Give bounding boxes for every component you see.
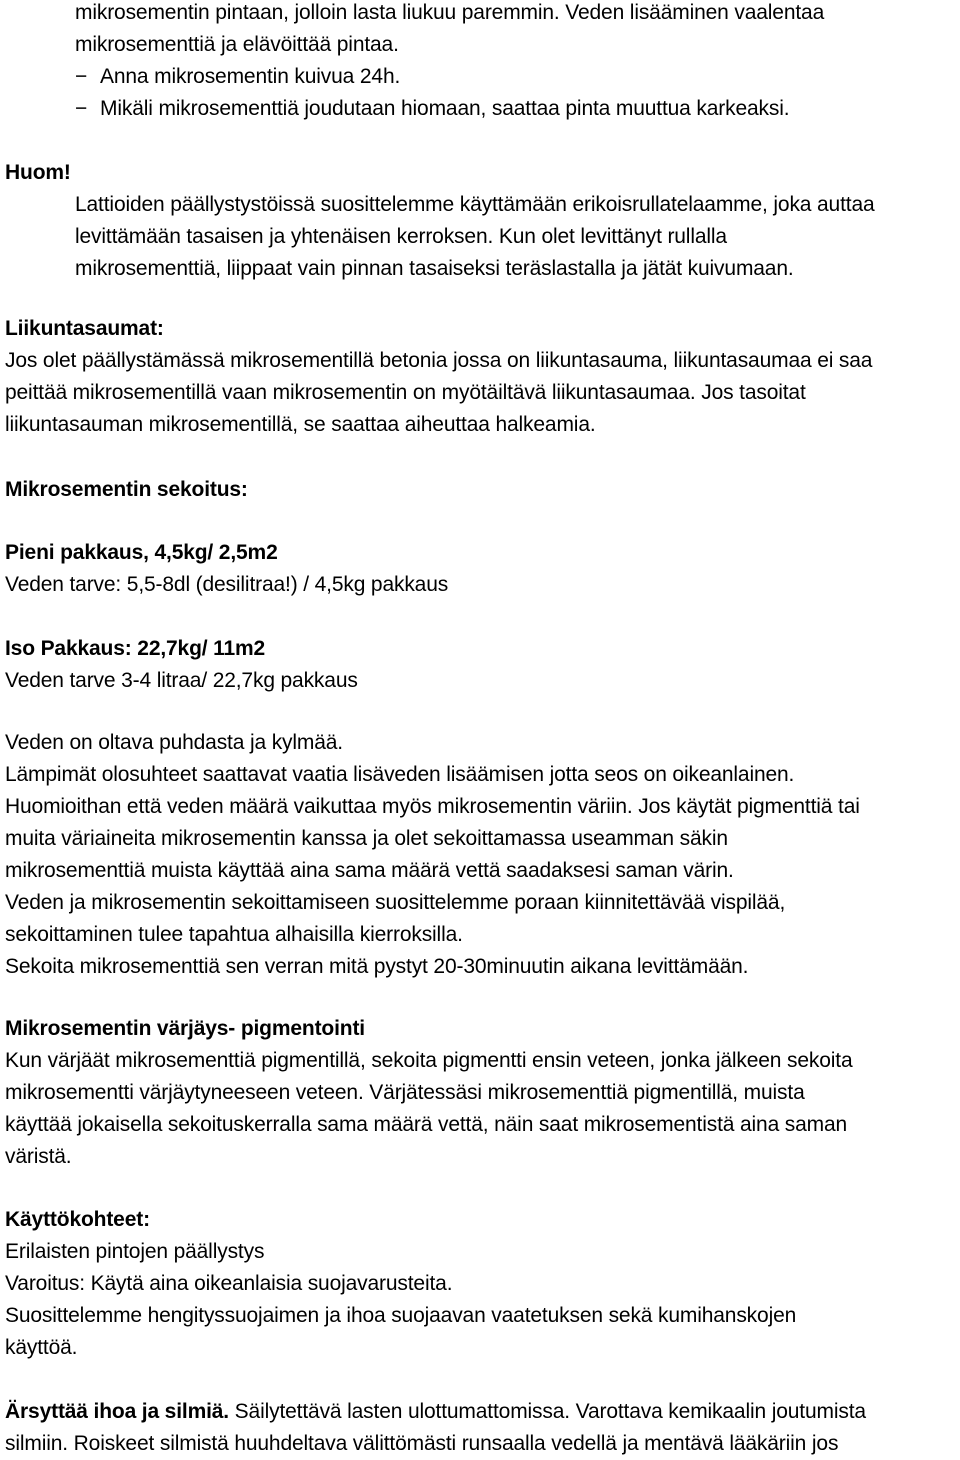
huom-line-2: [75, 221, 727, 253]
liikuntasaumat-line-3: liikuntasauman mikrosementillä, se saattaa aiheuttaa halkeamia.: [5, 413, 596, 436]
huom-line-1: Lattioiden päällystystöissä suosittelemme käyttämään erikoisrullatelaamme, joka auttaa: [75, 193, 875, 216]
huom-label: Huom!: [5, 161, 71, 184]
intro-line-2: mikrosementtiä ja elävöittää pintaa.: [75, 33, 399, 56]
kayttokohteet-line-2: Varoitus: Käytä aina oikeanlaisia suojavarusteita.: [5, 1272, 453, 1295]
sekoitus-para-8: Sekoita mikrosementtiä sen verran mitä pystyt 20-30minuutin aikana levittämään.: [5, 955, 749, 978]
varjays-line-3: käyttää jokaisella sekoituskerralla sama määrä vettä, näin saat mikrosementistä aina saman: [5, 1113, 848, 1136]
sekoitus-heading: Mikrosementin sekoitus:: [5, 478, 248, 501]
small-pack-title: Pieni pakkaus, 4,5kg/ 2,5m2: [5, 541, 278, 564]
varjays-line-4: väristä.: [5, 1145, 72, 1168]
varjays-line-1: Kun värjäät mikrosementtiä pigmentillä, sekoita pigmentti ensin veteen, jonka jälkeen sekoita: [5, 1049, 853, 1072]
large-pack-title: Iso Pakkaus: 22,7kg/ 11m2: [5, 637, 266, 660]
warning-line-1: [5, 1396, 866, 1428]
kayttokohteet-heading: Käyttökohteet:: [5, 1208, 150, 1231]
huom-line-3: mikrosementtiä, liippaat vain pinnan tasaiseksi teräslastalla ja jätät kuivumaan.: [75, 257, 794, 280]
sekoitus-para-2: Lämpimät olosuhteet saattavat vaatia lisäveden lisäämisen jotta seos on oikeanlainen.: [5, 763, 795, 786]
warning-text-1: Säilytettävä lasten ulottumattomissa. Varottava kemikaalin joutumista: [229, 1400, 866, 1423]
huom-line-2a: levittämään tasaisen ja yhtenäisen kerroksen.: [75, 225, 494, 248]
kayttokohteet-line-1: Erilaisten pintojen päällystys: [5, 1240, 265, 1263]
sekoitus-para-6: Veden ja mikrosementin sekoittamiseen suosittelemme poraan kiinnitettävää vispilää,: [5, 891, 786, 914]
sekoitus-para-1: Veden on oltava puhdasta ja kylmää.: [5, 731, 343, 754]
liikuntasaumat-heading: Liikuntasaumat:: [5, 317, 164, 340]
kayttokohteet-line-4: käyttöä.: [5, 1336, 78, 1359]
intro-line-1: mikrosementin pintaan, jolloin lasta liukuu paremmin. Veden lisääminen vaalentaa: [75, 1, 825, 24]
small-pack-water: Veden tarve: 5,5-8dl (desilitraa!) / 4,5kg pakkaus: [5, 573, 449, 596]
bullet-sanding: Mikäli mikrosementtiä joudutaan hiomaan, saattaa pinta muuttua karkeaksi.: [100, 97, 790, 120]
kayttokohteet-line-3: Suosittelemme hengityssuojaimen ja ihoa suojaavan vaatetuksen sekä kumihanskojen: [5, 1304, 797, 1327]
liikuntasaumat-line-1: Jos olet päällystämässä mikrosementillä betonia jossa on liikuntasauma, liikuntasaumaa ei saa: [5, 349, 873, 372]
warning-bold: Ärsyttää ihoa ja silmiä.: [5, 1400, 229, 1423]
warning-line-2: silmiin. Roiskeet silmistä huuhdeltava välittömästi runsaalla vedellä ja mentävä lääkäriin jos: [5, 1432, 839, 1455]
dash-bullet: −: [75, 97, 88, 120]
sekoitus-para-5: mikrosementtiä muista käyttää aina sama määrä vettä saadaksesi saman värin.: [5, 859, 734, 882]
dash-bullet: −: [75, 65, 88, 88]
sekoitus-para-4: muita väriaineita mikrosementin kanssa ja olet sekoittamassa useamman säkin: [5, 827, 728, 850]
huom-line-2b: Kun olet levittänyt rullalla: [493, 225, 727, 248]
varjays-line-2: mikrosementti värjäytyneeseen veteen. Värjätessäsi mikrosementtiä pigmentillä, muista: [5, 1081, 805, 1104]
large-pack-water: Veden tarve 3-4 litraa/ 22,7kg pakkaus: [5, 669, 358, 692]
varjays-heading: Mikrosementin värjäys- pigmentointi: [5, 1017, 365, 1040]
sekoitus-para-7: sekoittaminen tulee tapahtua alhaisilla kierroksilla.: [5, 923, 463, 946]
bullet-dry: Anna mikrosementin kuivua 24h.: [100, 65, 401, 88]
sekoitus-para-3: Huomioithan että veden määrä vaikuttaa myös mikrosementin väriin. Jos käytät pigmenttiä tai: [5, 795, 860, 818]
liikuntasaumat-line-2: peittää mikrosementillä vaan mikrosementin on myötäiltävä liikuntasaumaa. Jos tasoitat: [5, 381, 806, 404]
